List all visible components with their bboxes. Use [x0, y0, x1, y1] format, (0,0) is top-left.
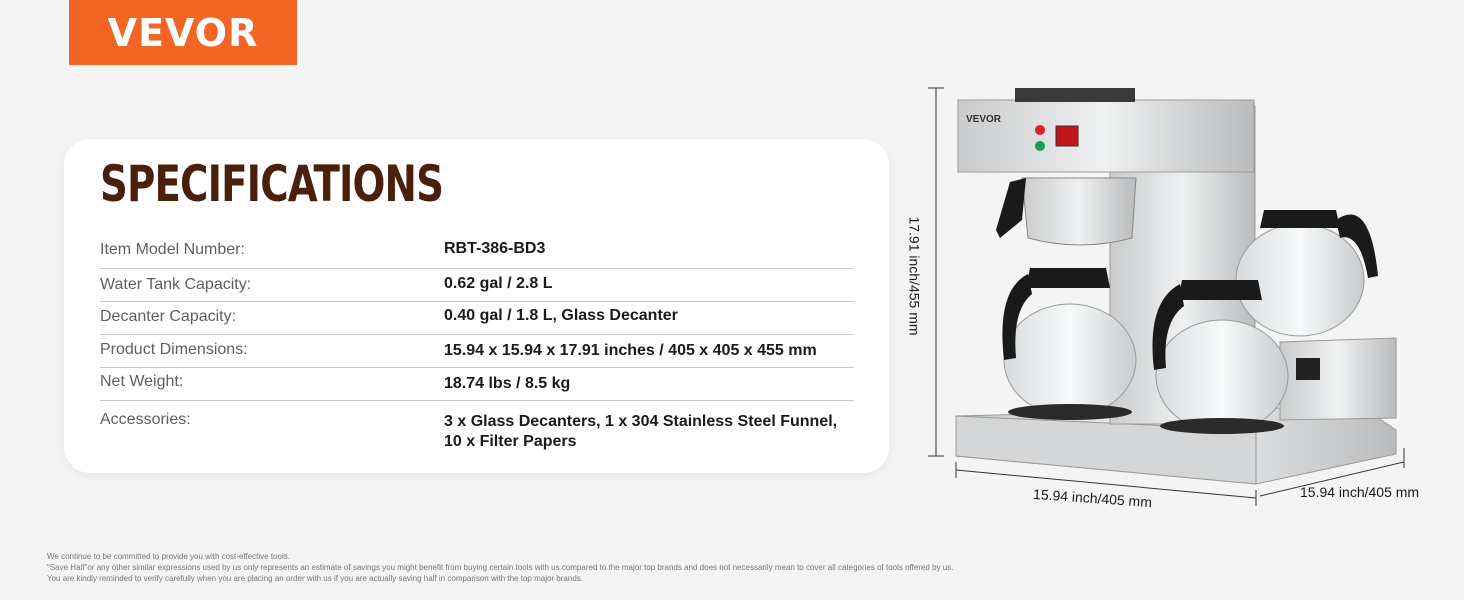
- spec-label: Item Model Number:: [100, 241, 245, 258]
- spec-value: 3 x Glass Decanters, 1 x 304 Stainless Steel Funnel, 10 x Filter Papers: [444, 413, 838, 450]
- spec-label: Decanter Capacity:: [100, 308, 237, 325]
- depth-dimension-label: 15.94 inch/405 mm: [1300, 484, 1420, 500]
- spec-value: 0.62 gal / 2.8 L: [444, 275, 553, 292]
- disclaimer-line: You are kindly reminded to verify carefully when you are placing an order with us if you are actually saving half in comparison with the top major brands.: [47, 574, 583, 583]
- spec-value: 0.40 gal / 1.8 L, Glass Decanter: [444, 307, 678, 324]
- disclaimer: [47, 551, 1147, 584]
- spec-label: Accessories:: [100, 411, 191, 428]
- spec-row-net-weight: [100, 367, 854, 401]
- width-dimension-label: 15.94 inch/405 mm: [1032, 485, 1153, 511]
- height-dimension-label: 17.91 inch/455 mm: [906, 216, 923, 336]
- disclaimer-line: We continue to be committed to provide you with cost-effective tools.: [47, 552, 290, 561]
- spec-row-water-tank: [100, 268, 854, 302]
- spec-row-dimensions: [100, 334, 854, 368]
- logo-text: VEVOR: [107, 10, 259, 55]
- spec-label: Net Weight:: [100, 373, 184, 390]
- spec-label: Product Dimensions:: [100, 341, 248, 358]
- panel-brand-text: VEVOR: [966, 114, 1002, 125]
- specifications-title: SPECIFICATIONS: [100, 155, 444, 213]
- spec-value: RBT-386-BD3: [444, 240, 546, 257]
- spec-row-decanter: [100, 301, 854, 335]
- spec-row-model: [100, 235, 854, 269]
- spec-row-accessories: [100, 400, 854, 460]
- spec-label: Water Tank Capacity:: [100, 276, 252, 293]
- coffee-maker-image: [900, 70, 1440, 530]
- specifications-card: [64, 139, 889, 473]
- spec-value: 18.74 lbs / 8.5 kg: [444, 375, 571, 392]
- spec-value: 15.94 x 15.94 x 17.91 inches / 405 x 405 x 455 mm: [444, 342, 817, 359]
- vevor-logo: [69, 0, 297, 65]
- disclaimer-line: "Save Half"or any other similar expressions used by us only represents an estimate of savings you might benefit from buying certain tools with us compared to the major top brands and does not necessarily mean to cover all categories of tools offered by us.: [47, 563, 954, 572]
